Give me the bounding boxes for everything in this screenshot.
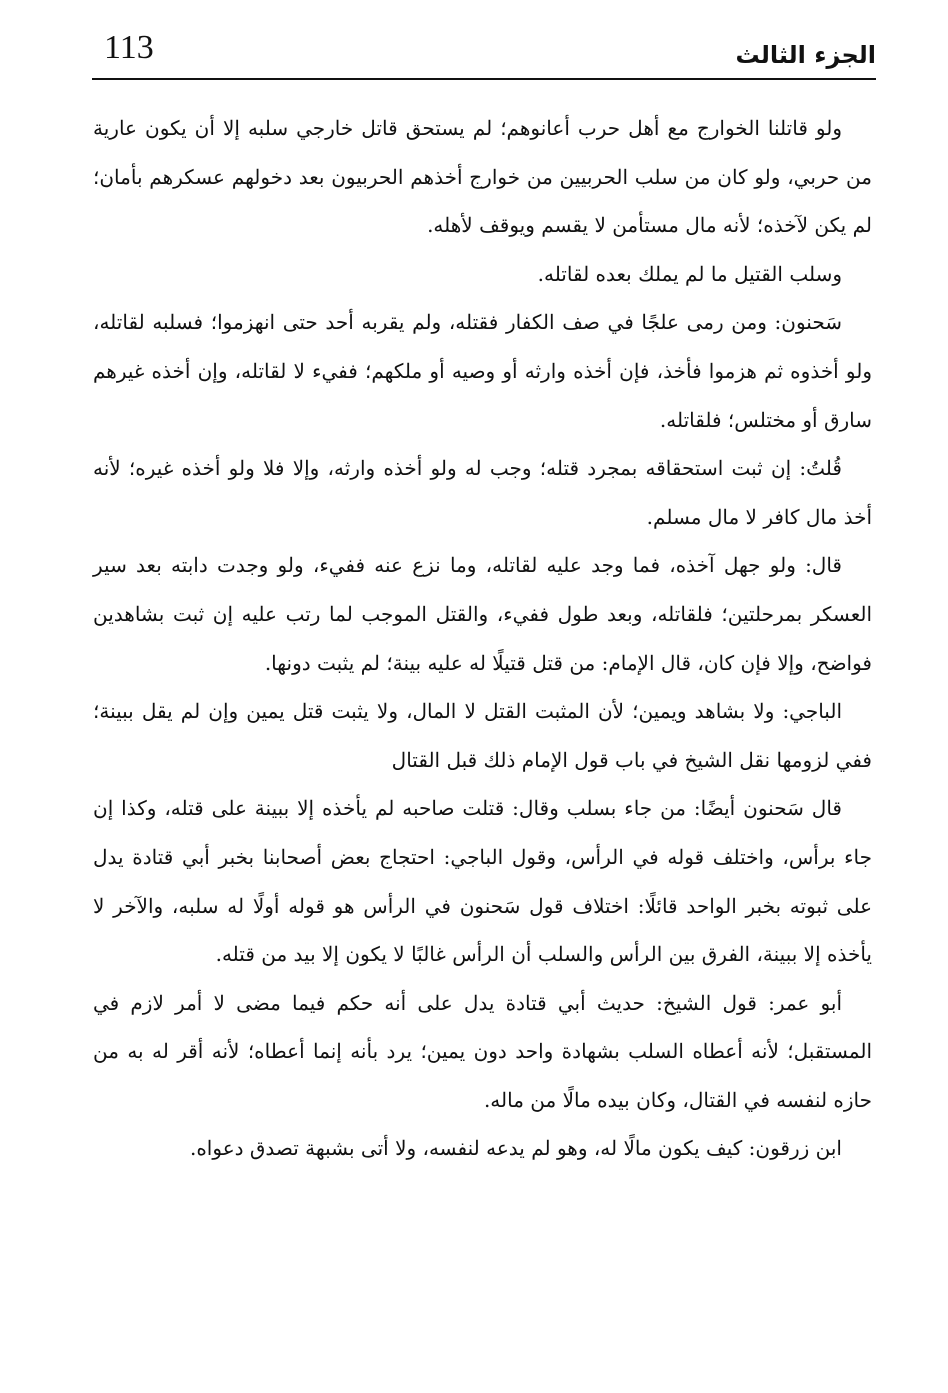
- page-number: 113: [104, 29, 154, 66]
- page-header: [92, 22, 876, 82]
- body-text: [93, 104, 872, 1173]
- running-title: الجزء الثالث: [735, 41, 876, 69]
- paragraph: ابن زرقون: كيف يكون مالًا له، وهو لم يدعه لنفسه، ولا أتى بشبهة تصدق دعواه.: [189, 1136, 842, 1161]
- paragraph: أبو عمر: قول الشيخ: حديث أبي قتادة يدل على أنه حكم فيما مضى لا أمر لازم في المستقبل؛ لأنه أعطاه السلب بشهادة واحد دون يمين؛ يرد بأنه إنما أعطاه؛ لأنه أقر له به من حازه لنفسه في القتال، وكان بيده مالًا من ماله.: [93, 990, 872, 1112]
- paragraph: الباجي: ولا بشاهد ويمين؛ لأن المثبت القتل لا المال، ولا يثبت قتل يمين وإن لم يقل ببينة؛ ففي لزومها نقل الشيخ في باب قول الإمام ذلك قبل القتال: [93, 699, 872, 772]
- paragraph: ولو قاتلنا الخوارج مع أهل حرب أعانوهم؛ لم يستحق قاتل خارجي سلبه إلا أن يكون عارية من حربي، ولو كان من سلب الحربيين من خوارج أخذهم الحربيون بعد دخولهم عسكرهم بأمان؛ لم يكن لآخذه؛ لأنه مال مستأمن لا يقسم ويوقف لأهله.: [93, 116, 872, 238]
- paragraph: قال: ولو جهل آخذه، فما وجد عليه لقاتله، وما نزع عنه ففيء، ولو وجدت دابته بعد سير العسكر بمرحلتين؛ فلقاتله، وبعد طول ففيء، والقتل الموجب لما رتب عليه إن ثبت بشاهدين فواضح، وإلا فإن كان، قال الإمام: من قتل قتيلًا له عليه بينة؛ لم يثبت دونها.: [93, 553, 873, 675]
- paragraph: قال سَحنون أيضًا: من جاء بسلب وقال: قتلت صاحبه لم يأخذه إلا ببينة على قتله، وكذا إن جاء برأس، واختلف قوله في الرأس، وقول الباجي: احتجاج بعض أصحابنا بخبر أبي قتادة يدل على ثبوته بخبر الواحد قائلًا: اختلاف قول سَحنون في الرأس هو قوله أولًا له سلبه، والآخر لا يأخذه إلا ببينة، الفرق بين الرأس والسلب أن الرأس غالبًا لا يكون إلا بيد من قتله.: [93, 796, 872, 967]
- paragraph: سَحنون: ومن رمى علجًا في صف الكفار فقتله، ولم يقربه أحد حتى انهزموا؛ فسلبه لقاتله، ولو أخذوه ثم هزموا فأخذ، فإن أخذه وارثه أو وصيه أو ملكهم؛ ففيء لا لقاتله، وإن أخذه غيرهم سارق أو مختلس؛ فلقاتله.: [93, 310, 872, 432]
- paragraph: وسلب القتيل ما لم يملك بعده لقاتله.: [537, 261, 842, 286]
- header-rule: [92, 78, 876, 80]
- paragraph: قُلتُ: إن ثبت استحقاقه بمجرد قتله؛ وجب له ولو أخذه وارثه، وإلا فلا ولو أخذه غيره؛ لأنه أخذ مال كافر لا مال مسلم.: [93, 456, 872, 529]
